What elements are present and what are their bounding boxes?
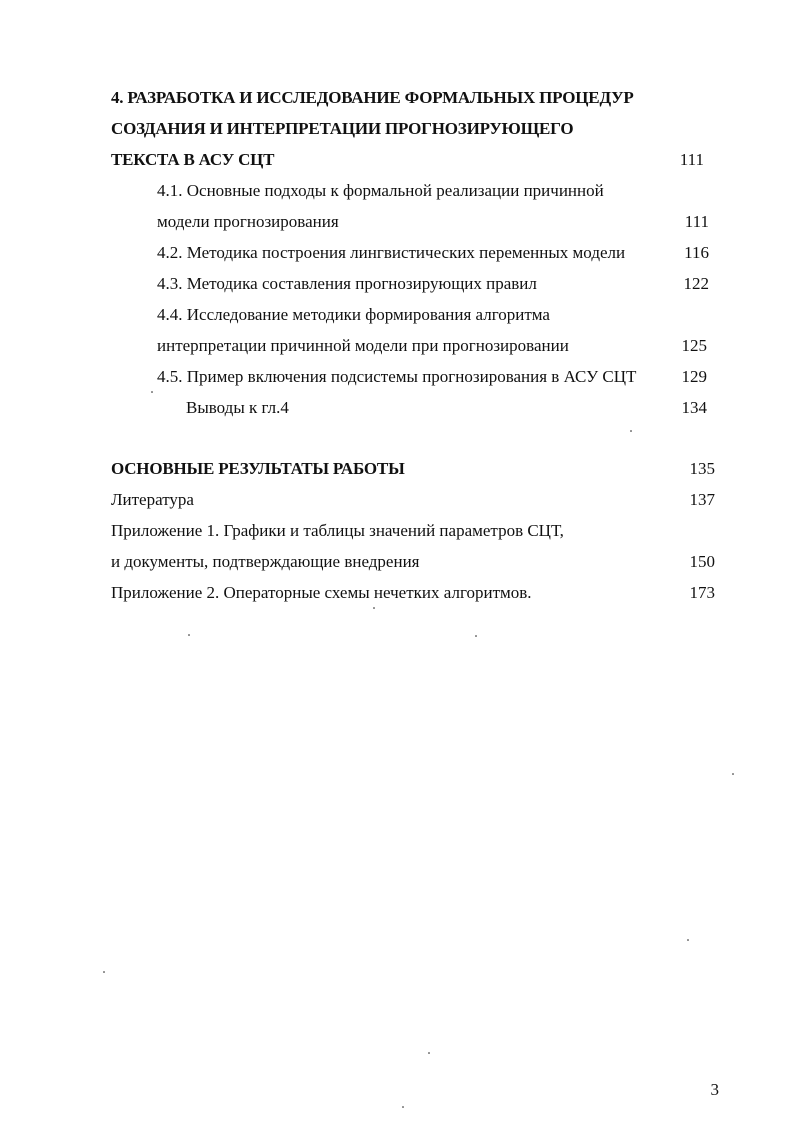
scan-speck	[151, 391, 153, 393]
appendix-page-number: 173	[689, 583, 715, 602]
scan-speck	[687, 939, 689, 941]
section-title: 4.3. Методика составления прогнозирующих правил	[157, 274, 537, 293]
section-page-number: 129	[681, 367, 707, 386]
results-page-number: 135	[689, 459, 715, 478]
scan-speck	[630, 430, 632, 432]
scan-speck	[188, 634, 190, 636]
appendix-title-line1: Приложение 1. Графики и таблицы значений параметров СЦТ,	[111, 521, 564, 540]
literature-page-number: 137	[689, 490, 715, 509]
appendix-title-line2: и документы, подтверждающие внедрения	[111, 552, 420, 571]
literature-title: Литература	[111, 490, 194, 509]
section-page-number: 125	[681, 336, 707, 355]
chapter-title-line1: 4. РАЗРАБОТКА И ИССЛЕДОВАНИЕ ФОРМАЛЬНЫХ ПРОЦЕДУР	[111, 88, 634, 107]
scan-speck	[732, 773, 734, 775]
page-number: 3	[710, 1080, 719, 1099]
appendix-title: Приложение 2. Операторные схемы нечетких алгоритмов.	[111, 583, 532, 602]
section-title-line2: интерпретации причинной модели при прогнозировании	[157, 336, 569, 355]
chapter-title-line2: СОЗДАНИЯ И ИНТЕРПРЕТАЦИИ ПРОГНОЗИРУЮЩЕГО	[111, 119, 574, 138]
section-title-line2: модели прогнозирования	[157, 212, 339, 231]
section-page-number: 122	[683, 274, 709, 293]
section-page-number: 116	[684, 243, 709, 262]
scan-speck	[373, 607, 375, 609]
appendix-page-number: 150	[689, 552, 715, 571]
scan-speck	[103, 971, 105, 973]
chapter-title-line3: ТЕКСТА В АСУ СЦТ	[111, 150, 275, 169]
section-title-line1: 4.1. Основные подходы к формальной реализации причинной	[157, 181, 604, 200]
section-title-line1: 4.4. Исследование методики формирования алгоритма	[157, 305, 550, 324]
section-page-number: 134	[681, 398, 707, 417]
section-title: 4.2. Методика построения лингвистических переменных модели	[157, 243, 626, 262]
chapter-page-number: 111	[679, 150, 704, 169]
section-page-number: 111	[684, 212, 709, 231]
section-title: Выводы к гл.4	[186, 398, 289, 417]
scan-speck	[475, 635, 477, 637]
results-title: ОСНОВНЫЕ РЕЗУЛЬТАТЫ РАБОТЫ	[111, 459, 405, 478]
section-title: 4.5. Пример включения подсистемы прогнозирования в АСУ СЦТ	[157, 367, 637, 386]
scan-speck	[402, 1106, 404, 1108]
scan-speck	[428, 1052, 430, 1054]
